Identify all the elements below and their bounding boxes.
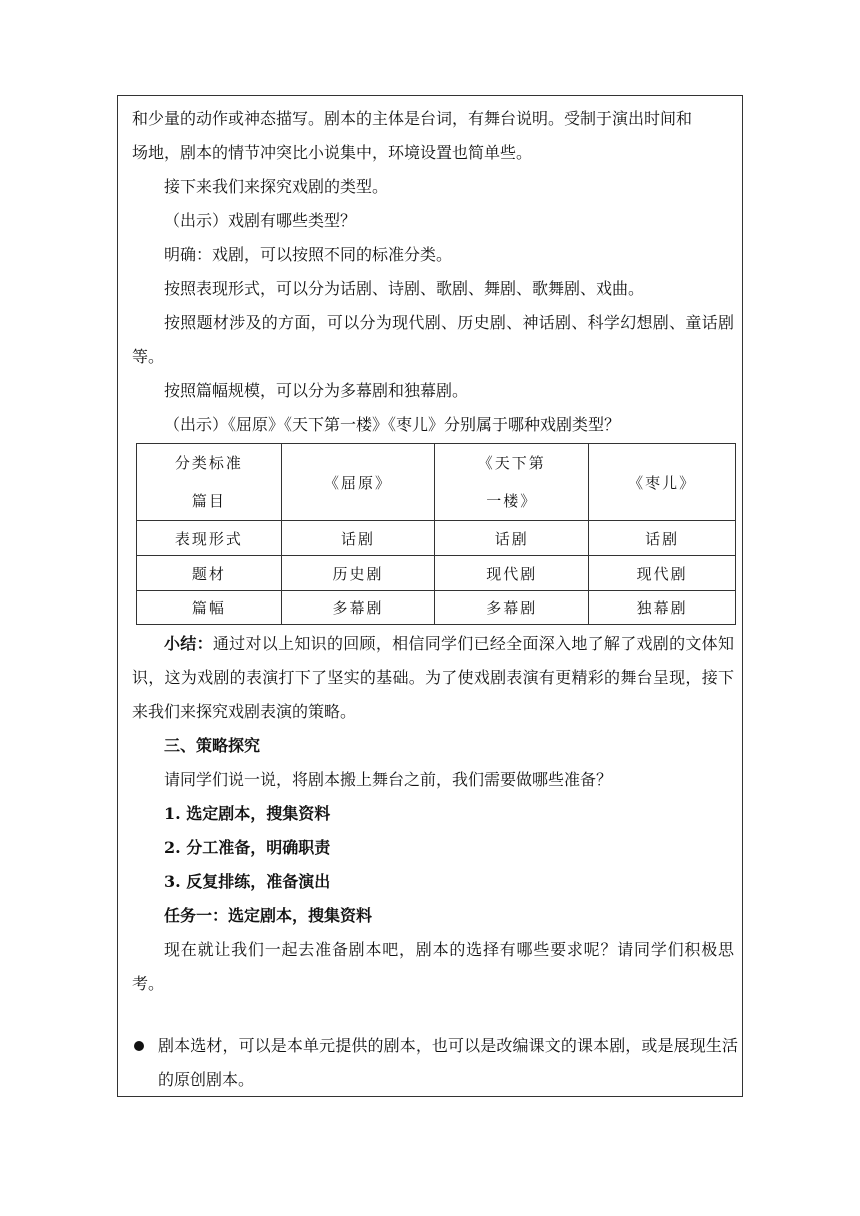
- summary-label: 小结：: [164, 634, 213, 653]
- corner-category-label: 分类标准: [174, 454, 243, 472]
- row-label: 表现形式: [137, 521, 282, 556]
- table-header-row: [137, 444, 736, 521]
- table-cell: 话剧: [435, 521, 589, 556]
- summary-paragraph: [132, 627, 734, 729]
- bullet-paragraph: 剧本选材，可以是本单元提供的剧本，也可以是改编课文的课本剧，或是展现生活的原创剧本。: [158, 1036, 738, 1089]
- task-paragraph: 现在就让我们一起去准备剧本吧，剧本的选择有哪些要求呢？请同学们积极思考。: [132, 940, 734, 993]
- show-question: （出示）戏剧有哪些类型？: [164, 211, 357, 230]
- show-plays-question: （出示）《屈原》《天下第一楼》《枣儿》分别属于哪种戏剧类型？: [164, 415, 621, 434]
- table-cell: 历史剧: [281, 556, 435, 591]
- step-item: 2. 分工准备，明确职责: [164, 838, 331, 857]
- step-item: 3. 反复排练，准备演出: [164, 872, 331, 891]
- by-length-paragraph: 按照篇幅规模，可以分为多幕剧和独幕剧。: [164, 381, 469, 400]
- bullet-dot-icon: [132, 1039, 146, 1053]
- column-header: 《枣儿》: [589, 444, 736, 521]
- table-cell: 话剧: [589, 521, 736, 556]
- table-corner-cell: [137, 444, 282, 521]
- table-row: [137, 556, 736, 591]
- section-question: 请同学们说一说，将剧本搬上舞台之前，我们需要做哪些准备？: [164, 770, 613, 789]
- table-cell: 多幕剧: [435, 591, 589, 625]
- by-form-paragraph: 按照表现形式，可以分为话剧、诗剧、歌剧、舞剧、歌舞剧、戏曲。: [164, 279, 645, 298]
- column-header: 《天下第一楼》: [435, 444, 589, 521]
- table-cell: 多幕剧: [281, 591, 435, 625]
- corner-title-label: 篇目: [191, 492, 226, 510]
- row-label: 题材: [137, 556, 282, 591]
- table-cell: 现代剧: [435, 556, 589, 591]
- table-row: [137, 591, 736, 625]
- task-heading: 任务一：选定剧本，搜集资料: [164, 906, 373, 925]
- summary-text: 通过对以上知识的回顾，相信同学们已经全面深入地了解了戏剧的文体知识，这为戏剧的表演打下了坚实的基础。为了使戏剧表演有更精彩的舞台呈现，接下来我们来探究戏剧表演的策略。: [132, 634, 734, 721]
- by-subject-paragraph: 按照题材涉及的方面，可以分为现代剧、历史剧、神话剧、科学幻想剧、童话剧等。: [132, 313, 734, 366]
- intro-line-1: 和少量的动作或神态描写。剧本的主体是台词，有舞台说明。受制于演出时间和: [132, 109, 693, 128]
- table-cell: 现代剧: [589, 556, 736, 591]
- section-heading: 三、策略探究: [164, 736, 261, 755]
- intro-line-2: 场地，剧本的情节冲突比小说集中，环境设置也简单些。: [132, 143, 533, 162]
- step-item: 1. 选定剧本，搜集资料: [164, 804, 331, 823]
- table-row: [137, 521, 736, 556]
- explore-paragraph: 接下来我们来探究戏剧的类型。: [164, 177, 389, 196]
- clarify-paragraph: 明确：戏剧，可以按照不同的标准分类。: [164, 245, 453, 264]
- table-cell: 独幕剧: [589, 591, 736, 625]
- column-header: 《屈原》: [281, 444, 435, 521]
- drama-genre-table: [136, 443, 736, 625]
- table-cell: 话剧: [281, 521, 435, 556]
- row-label: 篇幅: [137, 591, 282, 625]
